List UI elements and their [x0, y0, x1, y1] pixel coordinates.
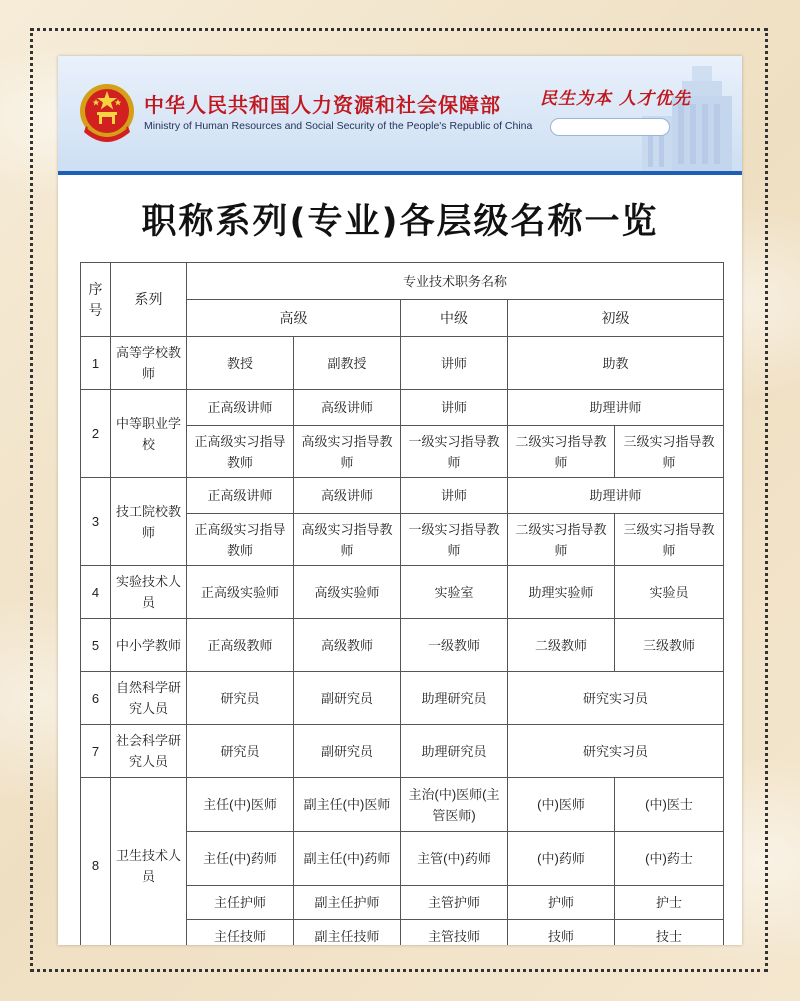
header-series: 系列	[111, 263, 187, 337]
title-cell: 研究实习员	[508, 672, 724, 725]
title-cell: 正高级讲师	[187, 478, 294, 514]
title-cell: 高级讲师	[294, 390, 401, 426]
table-row	[81, 778, 724, 832]
page-title: 职称系列(专业)各层级名称一览	[141, 202, 659, 242]
title-cell: 讲师	[401, 390, 508, 426]
title-cell: 护师	[508, 886, 615, 920]
title-cell: 助理讲师	[508, 478, 724, 514]
header-no: 序号	[81, 263, 111, 337]
building-illustration	[542, 56, 742, 171]
ministry-banner	[58, 56, 742, 175]
header-level-mid: 中级	[401, 300, 508, 337]
title-cell: 正高级实习指导教师	[187, 426, 294, 478]
row-series: 中等职业学校	[111, 390, 187, 478]
title-cell: 主任(中)医师	[187, 778, 294, 832]
title-cell: (中)药师	[508, 832, 615, 886]
title-cell: 副研究员	[294, 725, 401, 778]
search-input[interactable]	[550, 118, 670, 136]
title-cell: 高级实验师	[294, 566, 401, 619]
title-cell: 副研究员	[294, 672, 401, 725]
title-cell: 助教	[508, 337, 724, 390]
title-cell: 助理讲师	[508, 390, 724, 426]
row-series: 自然科学研究人员	[111, 672, 187, 725]
row-number: 2	[81, 390, 111, 478]
title-cell: 二级实习指导教师	[508, 426, 615, 478]
header-row	[81, 263, 724, 300]
title-cell: 副主任护师	[294, 886, 401, 920]
title-cell: 助理研究员	[401, 725, 508, 778]
table-row	[81, 390, 724, 426]
row-number: 3	[81, 478, 111, 566]
ministry-name-en: Ministry of Human Resources and Social Security of the People's Republic of China	[144, 120, 533, 132]
national-emblem-icon	[78, 82, 136, 144]
row-number: 5	[81, 619, 111, 672]
table-row	[81, 478, 724, 514]
title-cell: 二级教师	[508, 619, 615, 672]
title-cell: 主治(中)医师(主管医师)	[401, 778, 508, 832]
row-series: 中小学教师	[111, 619, 187, 672]
title-cell: 护士	[615, 886, 724, 920]
title-cell: 高级讲师	[294, 478, 401, 514]
title-cell: 研究员	[187, 672, 294, 725]
row-series: 高等学校教师	[111, 337, 187, 390]
row-number: 1	[81, 337, 111, 390]
title-cell: 研究员	[187, 725, 294, 778]
title-cell: 二级实习指导教师	[508, 514, 615, 566]
title-cell: 正高级实习指导教师	[187, 514, 294, 566]
row-series: 卫生技术人员	[111, 778, 187, 946]
title-cell: 实验员	[615, 566, 724, 619]
title-cell: 正高级教师	[187, 619, 294, 672]
title-cell: (中)医士	[615, 778, 724, 832]
title-cell: 正高级讲师	[187, 390, 294, 426]
table-row	[81, 566, 724, 619]
title-cell: 高级实习指导教师	[294, 514, 401, 566]
title-cell: 研究实习员	[508, 725, 724, 778]
title-cell: 教授	[187, 337, 294, 390]
header-titles: 专业技术职务名称	[187, 263, 724, 300]
slogan: 民生为本 人才优先	[540, 89, 691, 109]
title-cell: 技士	[615, 920, 724, 946]
title-cell: 讲师	[401, 478, 508, 514]
title-cell: 一级教师	[401, 619, 508, 672]
row-number: 8	[81, 778, 111, 946]
title-cell: 高级教师	[294, 619, 401, 672]
title-cell: 三级教师	[615, 619, 724, 672]
title-cell: 一级实习指导教师	[401, 426, 508, 478]
table-row	[81, 337, 724, 390]
title-cell: 助理实验师	[508, 566, 615, 619]
title-cell: 三级实习指导教师	[615, 514, 724, 566]
title-cell: 副教授	[294, 337, 401, 390]
title-cell: 技师	[508, 920, 615, 946]
title-cell: 正高级实验师	[187, 566, 294, 619]
title-cell: 三级实习指导教师	[615, 426, 724, 478]
title-cell: 高级实习指导教师	[294, 426, 401, 478]
row-series: 社会科学研究人员	[111, 725, 187, 778]
title-cell: 副主任技师	[294, 920, 401, 946]
table-row	[81, 619, 724, 672]
title-cell: 副主任(中)医师	[294, 778, 401, 832]
title-cell: 实验室	[401, 566, 508, 619]
title-cell: (中)药士	[615, 832, 724, 886]
row-number: 4	[81, 566, 111, 619]
row-number: 6	[81, 672, 111, 725]
table-row	[81, 725, 724, 778]
title-cell: 助理研究员	[401, 672, 508, 725]
title-cell: 主管技师	[401, 920, 508, 946]
title-cell: 主任技师	[187, 920, 294, 946]
title-cell: 主任(中)药师	[187, 832, 294, 886]
ministry-name-cn: 中华人民共和国人力资源和社会保障部	[144, 93, 501, 117]
title-cell: 主管(中)药师	[401, 832, 508, 886]
title-cell: 讲师	[401, 337, 508, 390]
row-series: 技工院校教师	[111, 478, 187, 566]
title-cell: (中)医师	[508, 778, 615, 832]
title-cell: 一级实习指导教师	[401, 514, 508, 566]
header-level-senior: 高级	[187, 300, 401, 337]
title-cell: 主任护师	[187, 886, 294, 920]
row-series: 实验技术人员	[111, 566, 187, 619]
header-level-junior: 初级	[508, 300, 724, 337]
table-row	[81, 672, 724, 725]
title-cell: 主管护师	[401, 886, 508, 920]
row-number: 7	[81, 725, 111, 778]
title-table	[80, 262, 724, 945]
title-cell: 副主任(中)药师	[294, 832, 401, 886]
document-card	[58, 56, 742, 945]
